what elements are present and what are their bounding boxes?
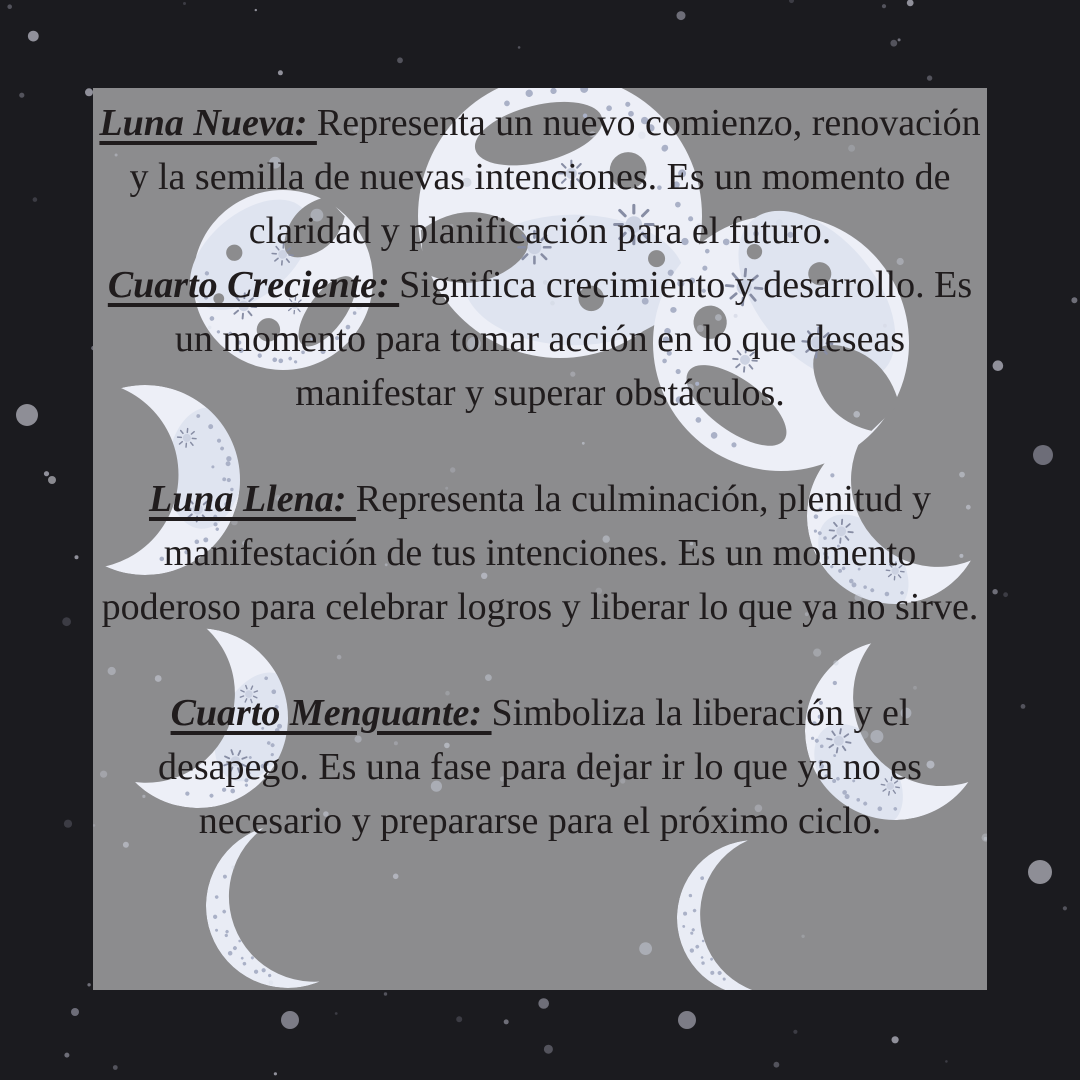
section-cuarto-creciente xyxy=(97,258,983,420)
section-body-cuarto-creciente: Significa crecimiento y desarrollo. Es un momento para tomar acción en lo que deseas manifestar y superar obstáculos. xyxy=(174,264,973,414)
section-body-luna-llena: Representa la culminación, plenitud y manifestación de tus intenciones. Es un momento poderoso para celebrar logros y liberar lo que ya no sirve. xyxy=(101,478,979,628)
section-cuarto-menguante xyxy=(97,686,983,848)
moon-phase-descriptions xyxy=(93,88,987,848)
section-luna-llena xyxy=(97,472,983,634)
section-body-cuarto-menguante: Simboliza la liberación y el desapego. Es una fase para dejar ir lo que ya no es necesario y prepararse para el próximo ciclo. xyxy=(158,692,922,842)
info-panel xyxy=(93,88,987,990)
section-title-luna-nueva: Luna Nueva: xyxy=(99,102,317,144)
section-title-luna-llena: Luna Llena: xyxy=(148,478,356,520)
section-title-cuarto-menguante: Cuarto Menguante: xyxy=(170,692,492,734)
section-title-cuarto-creciente: Cuarto Creciente: xyxy=(107,264,400,306)
section-body-luna-nueva: Representa un nuevo comienzo, renovación y la semilla de nuevas intenciones. Es un momento de claridad y planificación para el futuro. xyxy=(129,102,981,252)
section-luna-nueva xyxy=(97,96,983,258)
